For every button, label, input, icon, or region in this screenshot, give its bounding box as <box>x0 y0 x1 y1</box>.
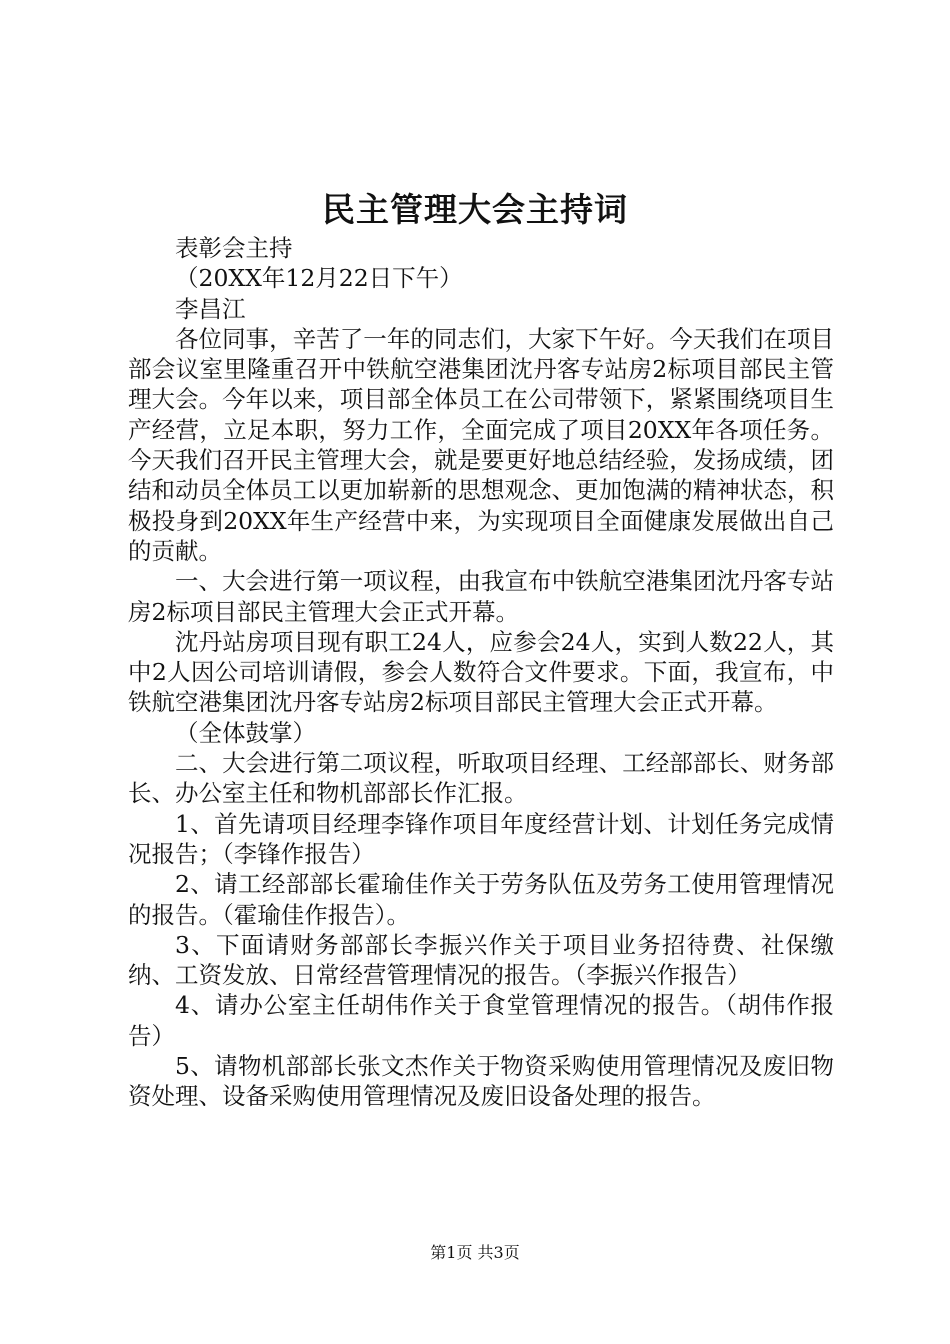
paragraph-report-2: 2、请工经部部长霍瑜佳作关于劳务队伍及劳务工使用管理情况的报告。（霍瑜佳作报告）。 <box>128 870 834 929</box>
paragraph-host-name: 李昌江 <box>175 294 246 323</box>
paragraph-opening-remarks: 各位同事，辛苦了一年的同志们，大家下午好。今天我们在项目部会议室里隆重召开中铁航空港集团沈丹客专站房2标项目部民主管理大会。今年以来，项目部全体员工在公司带领下，紧紧围绕项目生产经营，立足本职，努力工作，全面完成了项目20XX年各项任务。今天我们召开民主管理大会，就是要更好地总结经验，发扬成绩，团结和动员全体员工以更加崭新的思想观念、更加饱满的精神状态，积极投身到20XX年生产经营中来，为实现项目全面健康发展做出自己的贡献。 <box>128 324 834 565</box>
document-body <box>128 233 834 1112</box>
paragraph-attendance: 沈丹站房项目现有职工24人，应参会24人，实到人数22人，其中2人因公司培训请假，参会人数符合文件要求。下面，我宣布，中铁航空港集团沈丹客专站房2标项目部民主管理大会正式开幕。 <box>128 627 834 717</box>
paragraph-meeting-type: 表彰会主持 <box>175 234 293 262</box>
paragraph-report-5: 5、请物机部部长张文杰作关于物资采购使用管理情况及废旧物资处理、设备采购使用管理情况及废旧设备处理的报告。 <box>128 1052 834 1111</box>
paragraph-applause: （全体鼓掌） <box>175 718 316 747</box>
paragraph-report-3: 3、下面请财务部部长李振兴作关于项目业务招待费、社保缴纳、工资发放、日常经营管理情况的报告。（李振兴作报告） <box>128 930 834 990</box>
paragraph-agenda-item-2: 二、大会进行第二项议程，听取项目经理、工经部部长、财务部长、办公室主任和物机部部长作汇报。 <box>128 749 834 808</box>
paragraph-report-4: 4、请办公室主任胡伟作关于食堂管理情况的报告。（胡伟作报告） <box>128 991 834 1050</box>
paragraph-agenda-item-1: 一、大会进行第一项议程，由我宣布中铁航空港集团沈丹客专站房2标项目部民主管理大会正式开幕。 <box>128 567 834 626</box>
paragraph-report-1: 1、首先请项目经理李锋作项目年度经营计划、计划任务完成情况报告；（李锋作报告） <box>128 809 834 868</box>
document-title: 民主管理大会主持词 <box>322 190 628 229</box>
paragraph-date: （20XX年12月22日下午） <box>175 264 463 293</box>
page-number-footer: 第1页 共3页 <box>430 1243 520 1262</box>
